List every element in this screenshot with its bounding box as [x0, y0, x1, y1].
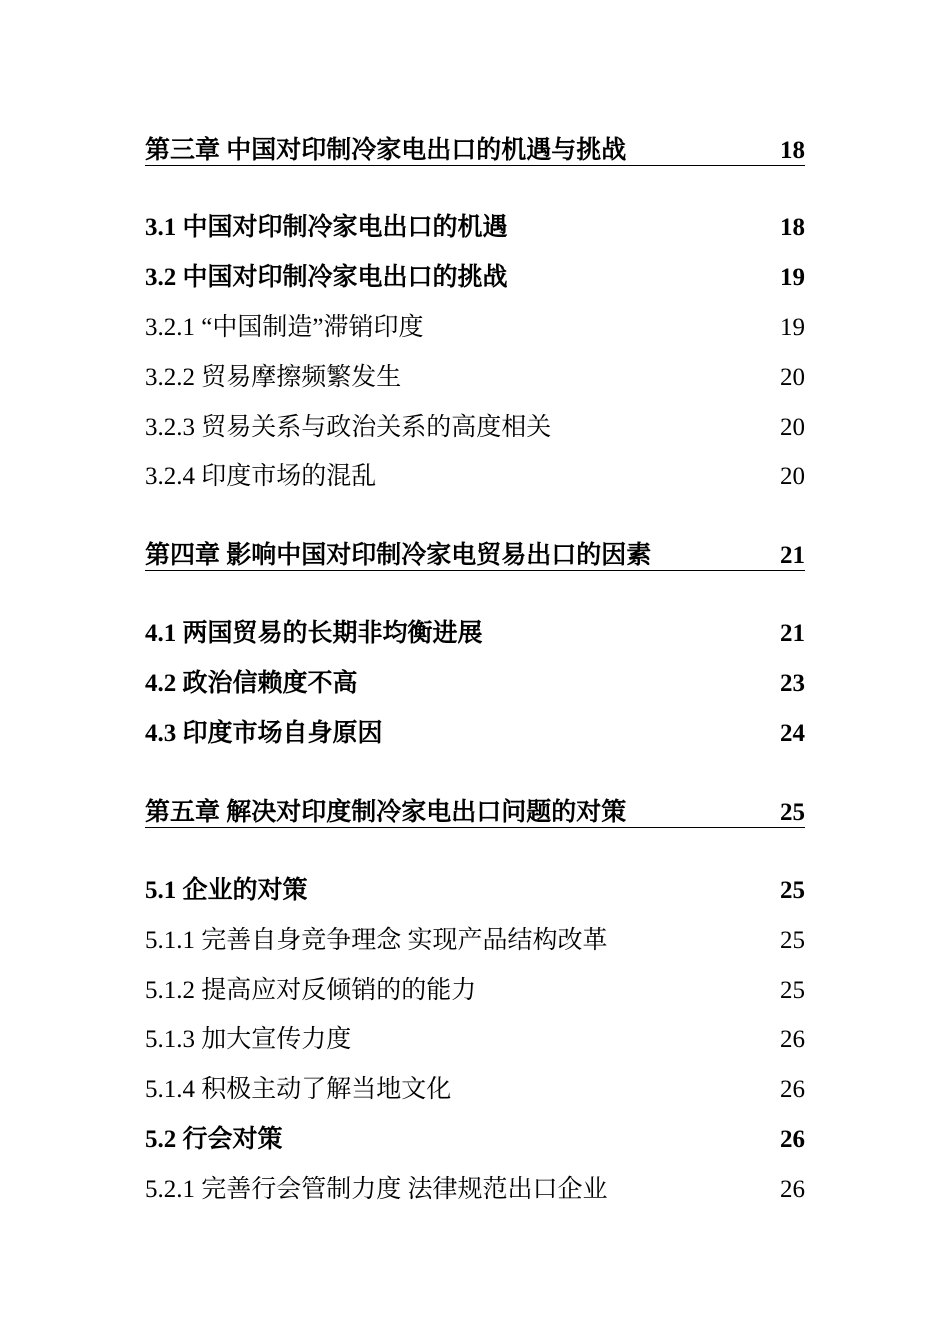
toc-title: 5.2 行会对策	[145, 1126, 283, 1153]
toc-page-number: 18	[780, 214, 805, 241]
toc-subsection	[145, 400, 805, 440]
toc-title: 第四章 影响中国对印制冷家电贸易出口的因素	[145, 542, 652, 569]
toc-subsection	[145, 350, 805, 390]
toc-title: 5.1.1 完善自身竞争理念 实现产品结构改革	[145, 927, 608, 954]
toc-page-number: 26	[780, 1076, 805, 1103]
toc-page-number: 20	[780, 414, 805, 441]
toc-chapter-5	[145, 785, 805, 828]
toc-section	[145, 200, 805, 240]
toc-page-number: 23	[780, 670, 805, 697]
toc-title: 4.2 政治信赖度不高	[145, 670, 358, 697]
toc-title: 3.2.4 印度市场的混乱	[145, 463, 377, 490]
toc-section	[145, 656, 805, 696]
toc-page-number: 26	[780, 1026, 805, 1053]
toc-section	[145, 250, 805, 290]
toc-page-number: 21	[780, 620, 805, 647]
toc-title: 4.3 印度市场自身原因	[145, 720, 383, 747]
toc-subsection	[145, 1012, 805, 1052]
toc-title: 第五章 解决对印度制冷家电出口问题的对策	[145, 799, 627, 826]
toc-chapter-3	[145, 123, 805, 166]
toc-subsection	[145, 1062, 805, 1102]
toc-section	[145, 606, 805, 646]
toc-section	[145, 706, 805, 746]
toc-subsection	[145, 913, 805, 953]
toc-title: 5.1.4 积极主动了解当地文化	[145, 1076, 452, 1103]
toc-title: 4.1 两国贸易的长期非均衡进展	[145, 620, 483, 647]
toc-page-number: 25	[780, 877, 805, 904]
toc-subsection	[145, 449, 805, 489]
toc-title: 3.2.1 “中国制造”滞销印度	[145, 314, 424, 341]
toc-page-number: 25	[780, 927, 805, 954]
toc-title: 5.1.3 加大宣传力度	[145, 1026, 352, 1053]
toc-title: 3.2 中国对印制冷家电出口的挑战	[145, 264, 508, 291]
toc-page-number: 25	[780, 977, 805, 1004]
toc-title: 5.2.1 完善行会管制力度 法律规范出口企业	[145, 1176, 608, 1203]
toc-subsection	[145, 1162, 805, 1202]
toc-page-number: 26	[780, 1126, 805, 1153]
toc-subsection	[145, 963, 805, 1003]
toc-title: 3.2.2 贸易摩擦频繁发生	[145, 364, 402, 391]
toc-page-number: 19	[780, 264, 805, 291]
toc-subsection	[145, 300, 805, 340]
toc-page-number: 21	[780, 542, 805, 569]
toc-section	[145, 1112, 805, 1152]
toc-title: 3.2.3 贸易关系与政治关系的高度相关	[145, 414, 552, 441]
toc-title: 第三章 中国对印制冷家电出口的机遇与挑战	[145, 137, 627, 164]
toc-page-number: 25	[780, 799, 805, 826]
toc-page-number: 24	[780, 720, 805, 747]
toc-page-number: 20	[780, 364, 805, 391]
toc-page-number: 19	[780, 314, 805, 341]
toc-page-number: 20	[780, 463, 805, 490]
toc-title: 5.1 企业的对策	[145, 877, 308, 904]
toc-title: 3.1 中国对印制冷家电出口的机遇	[145, 214, 508, 241]
toc-title: 5.1.2 提高应对反倾销的的能力	[145, 977, 477, 1004]
toc-section	[145, 863, 805, 903]
toc-page-number: 26	[780, 1176, 805, 1203]
toc-page-number: 18	[780, 137, 805, 164]
toc-chapter-4	[145, 528, 805, 571]
